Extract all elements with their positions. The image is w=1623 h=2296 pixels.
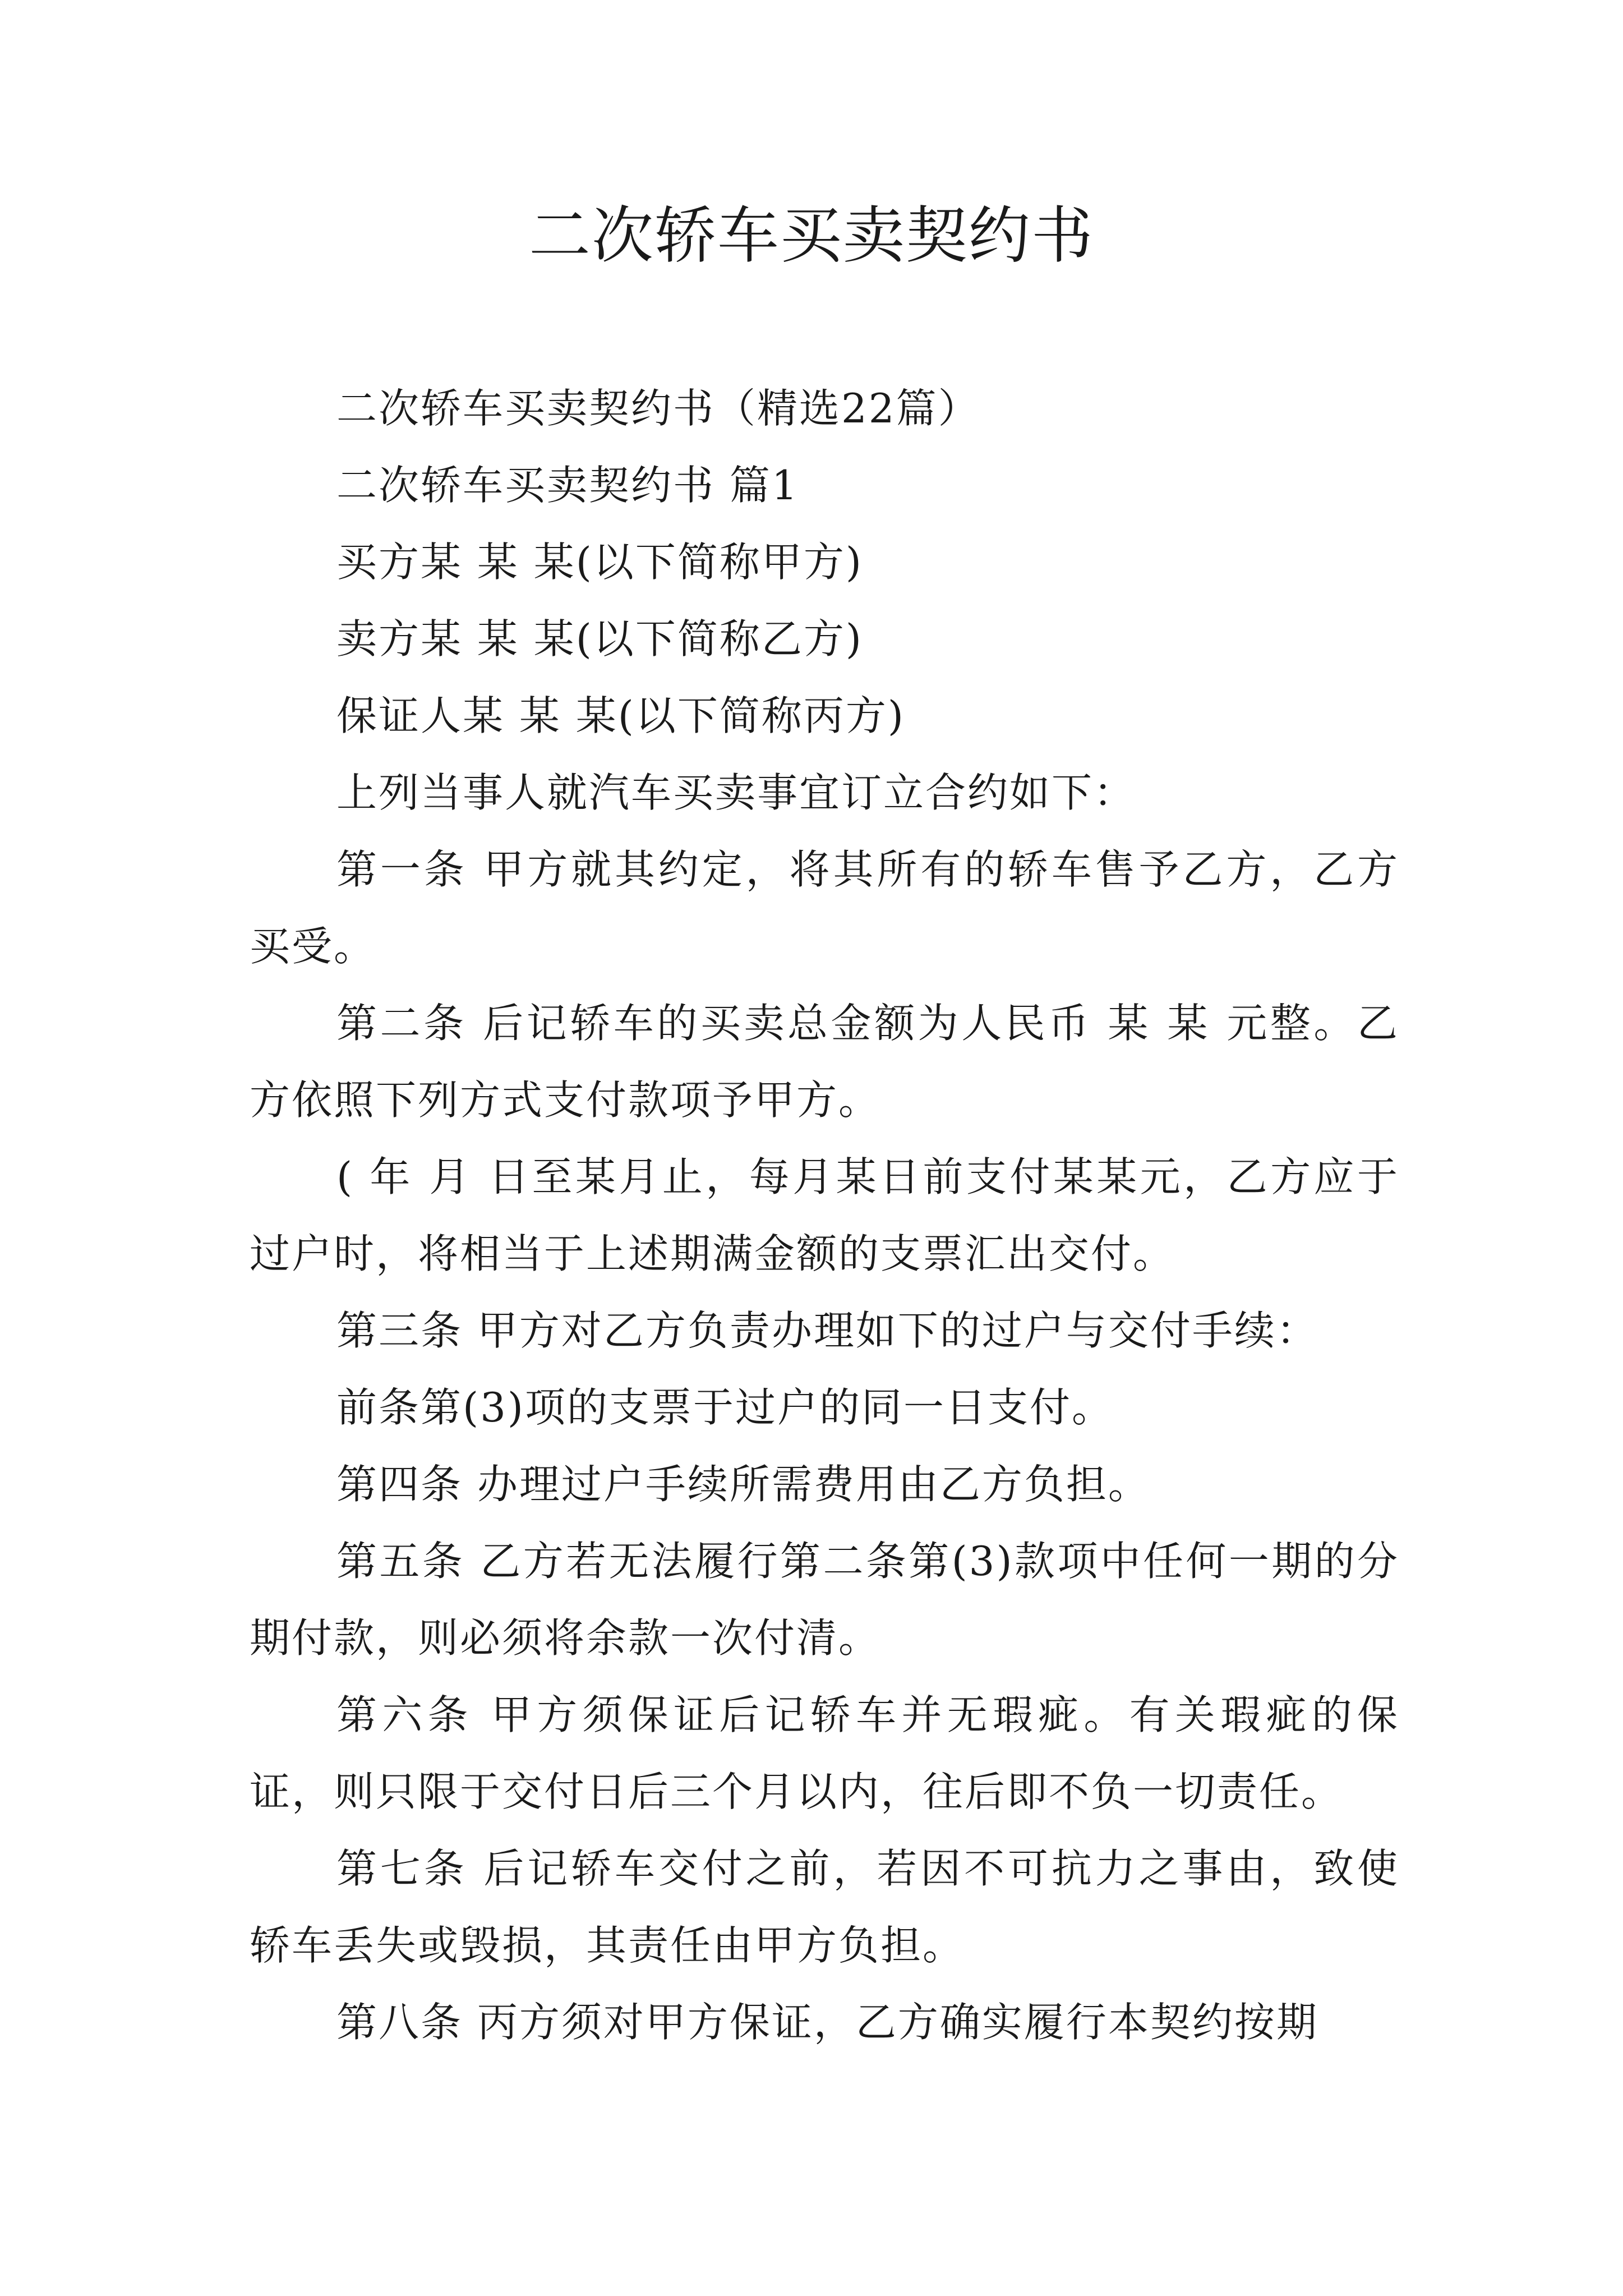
article-5: 第五条 乙方若无法履行第二条第(3)款项中任何一期的分期付款，则必须将余款一次付清。 (250, 1538, 1399, 1662)
article-6: 第六条 甲方须保证后记轿车并无瑕疵。有关瑕疵的保证，则只限于交付日后三个月以内，往后即不负一切责任。 (250, 1691, 1399, 1815)
preamble-paragraph: 上列当事人就汽车买卖事宜订立合约如下： (336, 769, 1136, 816)
article-8: 第八条 丙方须对甲方保证，乙方确实履行本契约按期 (336, 1999, 1318, 2046)
subtitle-paragraph: 二次轿车买卖契约书（精选22篇） (336, 385, 980, 432)
document-body (250, 370, 1399, 2061)
article-1: 第一条 甲方就其约定，将其所有的轿车售予乙方，乙方买受。 (250, 846, 1399, 970)
article-4: 第四条 办理过户手续所需费用由乙方负担。 (336, 1461, 1150, 1508)
seller-line: 卖方某 某 某(以下简称乙方) (336, 615, 863, 662)
section-heading: 二次轿车买卖契约书 篇1 (336, 462, 799, 509)
check-payment-paragraph: 前条第(3)项的支票于过户的同一日支付。 (336, 1384, 1114, 1431)
document-title: 二次轿车买卖契约书 (529, 200, 1094, 272)
article-7: 第七条 后记轿车交付之前，若因不可抗力之事由，致使轿车丢失或毁损，其责任由甲方负担。 (250, 1845, 1399, 1969)
payment-terms-paragraph: ( 年 月 日至某月止，每月某日前支付某某元，乙方应于过户时，将相当于上述期满金额的支票汇出交付。 (250, 1153, 1399, 1277)
buyer-line: 买方某 某 某(以下简称甲方) (336, 539, 863, 586)
article-3: 第三条 甲方对乙方负责办理如下的过户与交付手续： (336, 1307, 1318, 1354)
guarantor-line: 保证人某 某 某(以下简称丙方) (336, 692, 905, 739)
article-2: 第二条 后记轿车的买卖总金额为人民币 某 某 元整。乙方依照下列方式支付款项予甲方。 (250, 1000, 1399, 1124)
